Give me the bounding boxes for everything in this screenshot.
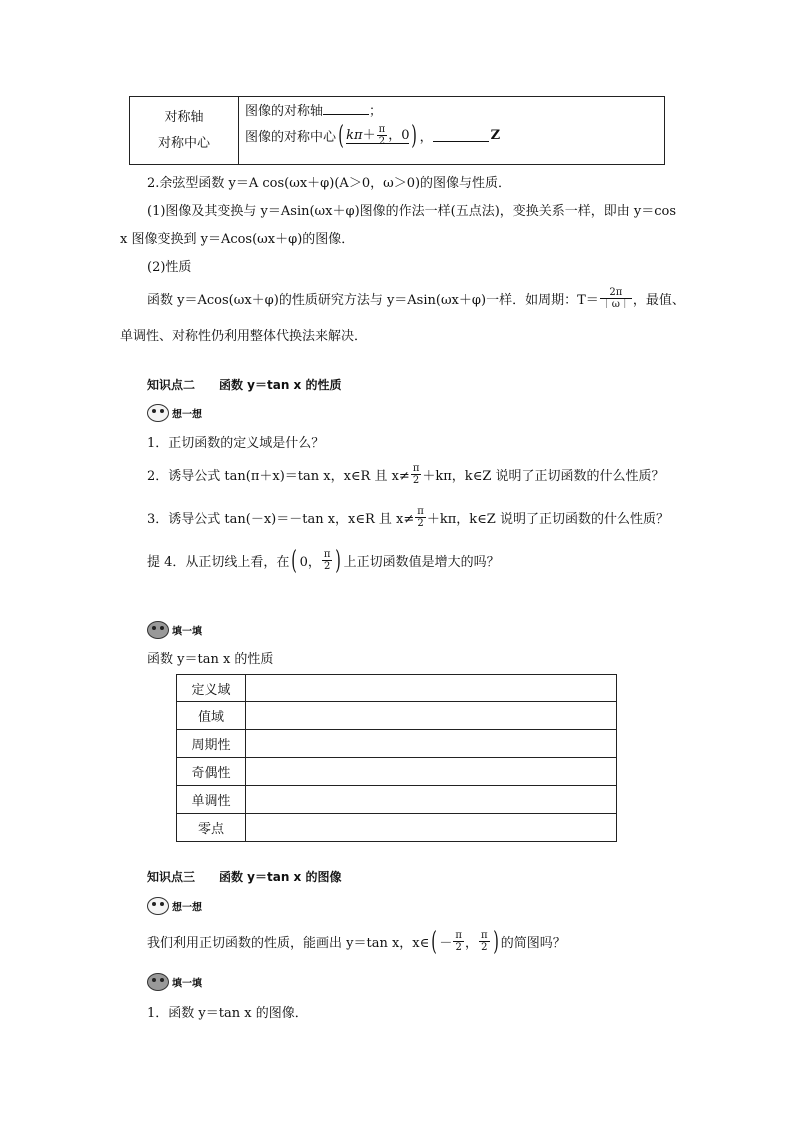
row-label: 单调性 — [177, 786, 246, 814]
symmetry-values-cell — [239, 97, 665, 165]
row-value — [246, 675, 617, 702]
row-value — [246, 730, 617, 758]
row-label: 定义域 — [177, 675, 246, 702]
period-fraction: $\frac{2\pi}{|\omega|}$ — [601, 287, 630, 310]
left-paren: ( — [338, 120, 344, 151]
center-comma: ， — [419, 130, 433, 145]
left-paren: ( — [291, 545, 298, 576]
right-paren: ) — [492, 926, 499, 957]
axis-suffix: ； — [369, 104, 383, 119]
right-paren: ) — [411, 120, 418, 151]
pi-over-2: $\frac{\pi}{2}$ — [481, 930, 488, 953]
point3-heading: 知识点三 函数 y＝tan x 的图像 — [147, 870, 342, 884]
pi-over-2: $\frac{\pi}{2}$ — [412, 463, 420, 486]
row-label: 值域 — [177, 702, 246, 730]
row-value — [246, 786, 617, 814]
face-icon — [147, 973, 169, 991]
row-label: 零点 — [177, 814, 246, 842]
axis-row — [245, 100, 664, 122]
center-Z: Z — [490, 128, 501, 143]
left-paren: ( — [431, 926, 438, 957]
row-label: 奇偶性 — [177, 758, 246, 786]
right-paren: ) — [335, 545, 342, 576]
point3-think-badge: 想一想 — [147, 897, 202, 915]
center-k: kπ＋ $\frac{\pi}{2}$ ，0 — [346, 124, 410, 147]
point3-question: 我们利用正切函数的性质，能画出 y＝tan x，x∈( － $\frac{\pi}{2}$ ， $\frac{\pi}{2}$ ) 的简图吗？ — [147, 926, 566, 957]
section2-line5: 函数 y＝Acos(ωx＋φ)的性质研究方法与 y＝Asin(ωx＋φ)一样．如周期：T＝ $\frac{2\pi}{|\omega|}$ ，最值、 — [147, 287, 685, 310]
symmetry-table — [129, 96, 665, 165]
point3-fill-badge: 填一填 — [147, 973, 202, 991]
section2-line1: 2.余弦型函数 y＝A cos(ωx＋φ)(A＞0，ω＞0)的图像与性质． — [147, 176, 512, 191]
section2-line4: (2)性质 — [147, 260, 192, 275]
center-row — [245, 120, 664, 151]
center-text: 图像的对称中心 — [245, 130, 337, 145]
tan-properties-table — [176, 674, 617, 842]
point2-q2: 2．诱导公式 tan(π＋x)＝tan x，x∈R 且 x≠ $\frac{\pi}{2}$ ＋kπ，k∈Z 说明了正切函数的什么性质？ — [147, 463, 665, 486]
point2-q3: 3．诱导公式 tan(－x)＝－tan x，x∈R 且 x≠ $\frac{\pi}{2}$ ＋kπ，k∈Z 说明了正切函数的什么性质？ — [147, 506, 669, 529]
point2-think-badge: 想一想 — [147, 404, 202, 422]
symmetry-labels-cell — [130, 97, 239, 165]
point2-q4: 提 4．从正切线上看，在( 0， $\frac{\pi}{2}$ ) 上正切函数值是增大的吗？ — [147, 545, 500, 576]
section2-line2: (1)图像及其变换与 y＝Asin(ωx＋φ)图像的作法一样(五点法)，变换关系一样，即由 y＝cos — [147, 204, 677, 219]
axis-blank — [323, 102, 369, 115]
face-icon — [147, 404, 169, 422]
point2-fill-intro: 函数 y＝tan x 的性质 — [147, 652, 274, 667]
row-value — [246, 702, 617, 730]
row-value — [246, 814, 617, 842]
section2-line6: 单调性、对称性仍利用整体代换法来解决． — [120, 329, 368, 344]
row-value — [246, 758, 617, 786]
face-icon — [147, 621, 169, 639]
pi-over-2: $\frac{\pi}{2}$ — [417, 506, 424, 529]
face-icon — [147, 897, 169, 915]
center-label: 对称中心 — [157, 135, 210, 151]
pi-over-2: $\frac{\pi}{2}$ — [323, 549, 331, 572]
section2-line3: x 图像变换到 y＝Acos(ωx＋φ)的图像． — [120, 232, 355, 247]
point3-fill-1: 1．函数 y＝tan x 的图像． — [147, 1006, 308, 1021]
row-label: 周期性 — [177, 730, 246, 758]
pi-over-2: $\frac{\pi}{2}$ — [378, 124, 386, 147]
pi-over-2: $\frac{\pi}{2}$ — [455, 930, 462, 953]
center-blank — [433, 129, 489, 142]
point2-fill-badge: 填一填 — [147, 621, 202, 639]
axis-label: 对称轴 — [164, 109, 204, 125]
axis-text: 图像的对称轴 — [245, 104, 324, 119]
point2-q1: 1．正切函数的定义域是什么？ — [147, 436, 325, 451]
point2-heading: 知识点二 函数 y＝tan x 的性质 — [147, 378, 342, 392]
